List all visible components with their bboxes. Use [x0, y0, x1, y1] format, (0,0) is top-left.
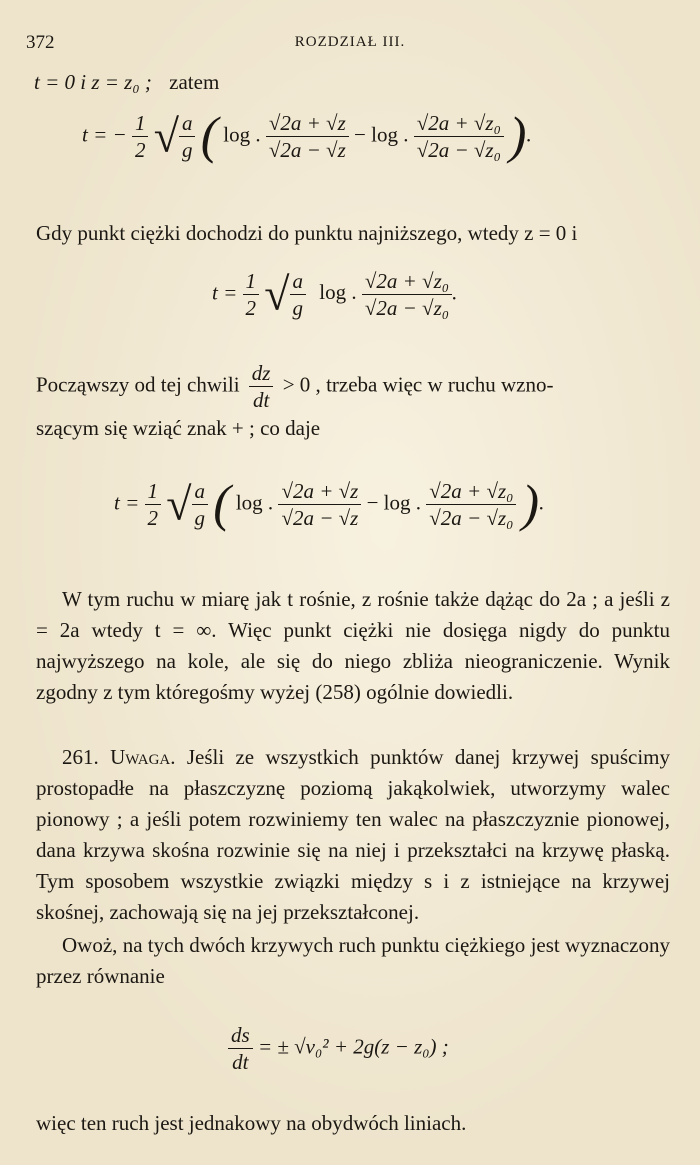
formula-3-a-over-g: $\frac{a}{g}$ [192, 478, 209, 531]
formula-1: t = − $\frac{1}{2}$ √ $\frac{a}{g}$ ( log . $\frac{√2a + √z}{√2a - √z}$ − log . $\frac{\text{√2a + √z₀}}{\text{√2a − √z₀}}$ ). [82, 107, 532, 165]
formula-3-log: log . [235, 490, 274, 515]
formula-1-log: log . [223, 122, 261, 147]
formula-3-half: $\frac{1}{2}$ [145, 478, 162, 531]
formula-1-lhs: t = − [82, 122, 127, 147]
formula-2-frac: $\frac{\text{√2a + √z₀}}{\text{√2a − √z₀}}$ [362, 268, 452, 321]
paragraph-1: Gdy punkt ciężki dochodzi do punktu najniższego, wtedy z = 0 i [36, 221, 578, 245]
paragraph-2-start: Począwszy od tej chwili [36, 372, 240, 397]
dz-dt-fraction: $\frac{dz}{dt}$ [249, 360, 274, 413]
formula-2: t = $\frac{1}{2}$ √ $\frac{a}{g}$ log . $\frac{\text{√2a + √z₀}}{\text{√2a − √z₀}}$ . [212, 268, 458, 320]
formula-2-half: $\frac{1}{2}$ [243, 268, 260, 321]
formula-1-frac-1: $\frac{√2a + √z}{√2a - √z}$ [266, 110, 349, 163]
intro-condition: t = 0 i z = z₀ ; [34, 70, 152, 94]
formula-4 [228, 1022, 449, 1075]
formula-3-lhs: t = [114, 490, 140, 515]
paragraph-2-gt: > 0 , [282, 372, 321, 397]
formula-1-minus-log: − log . [354, 122, 409, 147]
page-number: 372 [26, 32, 55, 53]
formula-3-radical: √ [166, 478, 192, 530]
formula-3: t = $\frac{1}{2}$ √ $\frac{a}{g}$ ( log . $\frac{√2a + √z}{√2a - √z}$ − log . $\frac{\text{√2a + √z₀}}{\text{√2a − √z₀}}$ ). [114, 475, 545, 533]
page-header [26, 32, 674, 62]
uwaga-label: Uwaga. [110, 745, 176, 769]
section-number: 261. [62, 745, 99, 769]
formula-1-frac-2: $\frac{\text{√2a + √z₀}}{\text{√2a − √z₀}}$ [414, 110, 504, 163]
formula-2-radical: √ [264, 268, 290, 320]
formula-3-frac-1: $\frac{√2a + √z}{√2a - √z}$ [278, 478, 361, 531]
paragraph-6: więc ten ruch jest jednakowy na obydwóch liniach. [36, 1111, 467, 1135]
formula-1-a-over-g: $\frac{a}{g}$ [179, 110, 196, 163]
ds-dt-fraction: $\frac{ds}{dt}$ [228, 1022, 253, 1075]
intro-zatem: zatem [169, 70, 220, 94]
formula-3-minus-log: − log . [366, 490, 422, 515]
paragraph-2-end: szącym się wziąć znak + ; co daje [36, 416, 321, 440]
paragraph-2-mid: trzeba więc w ruchu wzno- [326, 372, 554, 397]
paragraph-3: W tym ruchu w miarę jak t rośnie, z rośnie także dążąc do 2a ; a jeśli z = 2a wtedy t = ∞. Więc punkt ciężki nie dosięga nigdy do punktu najwyższego na kole, ale się do niego zbliża nieograniczenie. Wynik zgodny z tym któregośmy wyżej (258) ogólnie dowiedli. [36, 587, 670, 704]
formula-1-radical: √ [153, 110, 179, 162]
formula-2-a-over-g: $\frac{a}{g}$ [290, 268, 307, 321]
paragraph-2 [36, 360, 670, 444]
formula-2-lhs: t = [212, 280, 238, 305]
paragraph-4 [36, 742, 670, 928]
intro-line [34, 70, 219, 95]
formula-2-log: log . [319, 280, 357, 305]
paragraph-5: Owoż, na tych dwóch krzywych ruch punktu ciężkiego jest wyznaczony przez równanie [36, 933, 670, 988]
paragraph-4-body: Jeśli ze wszystkich punktów danej krzywej spuścimy prostopadłe na płaszczyznę poziomą jakąkolwiek, utworzymy walec pionowy ; a jeśli potem rozwiniemy ten walec na płaszczyznie pionowej, dana krzywa skośna rozwinie się na niej i przekształci na krzywę płaską. Tym sposobem wszystkie związki między s i z istniejące na krzywej skośnej, zachowają się na jej przekształconej. [36, 745, 671, 924]
formula-4-rhs: = ± √v₀² + 2g(z − z₀) ; [257, 1034, 449, 1059]
formula-3-frac-2: $\frac{\text{√2a + √z₀}}{\text{√2a − √z₀}}$ [426, 478, 516, 531]
running-title: ROZDZIAŁ III. [294, 34, 406, 50]
formula-1-half: $\frac{1}{2}$ [132, 110, 149, 163]
